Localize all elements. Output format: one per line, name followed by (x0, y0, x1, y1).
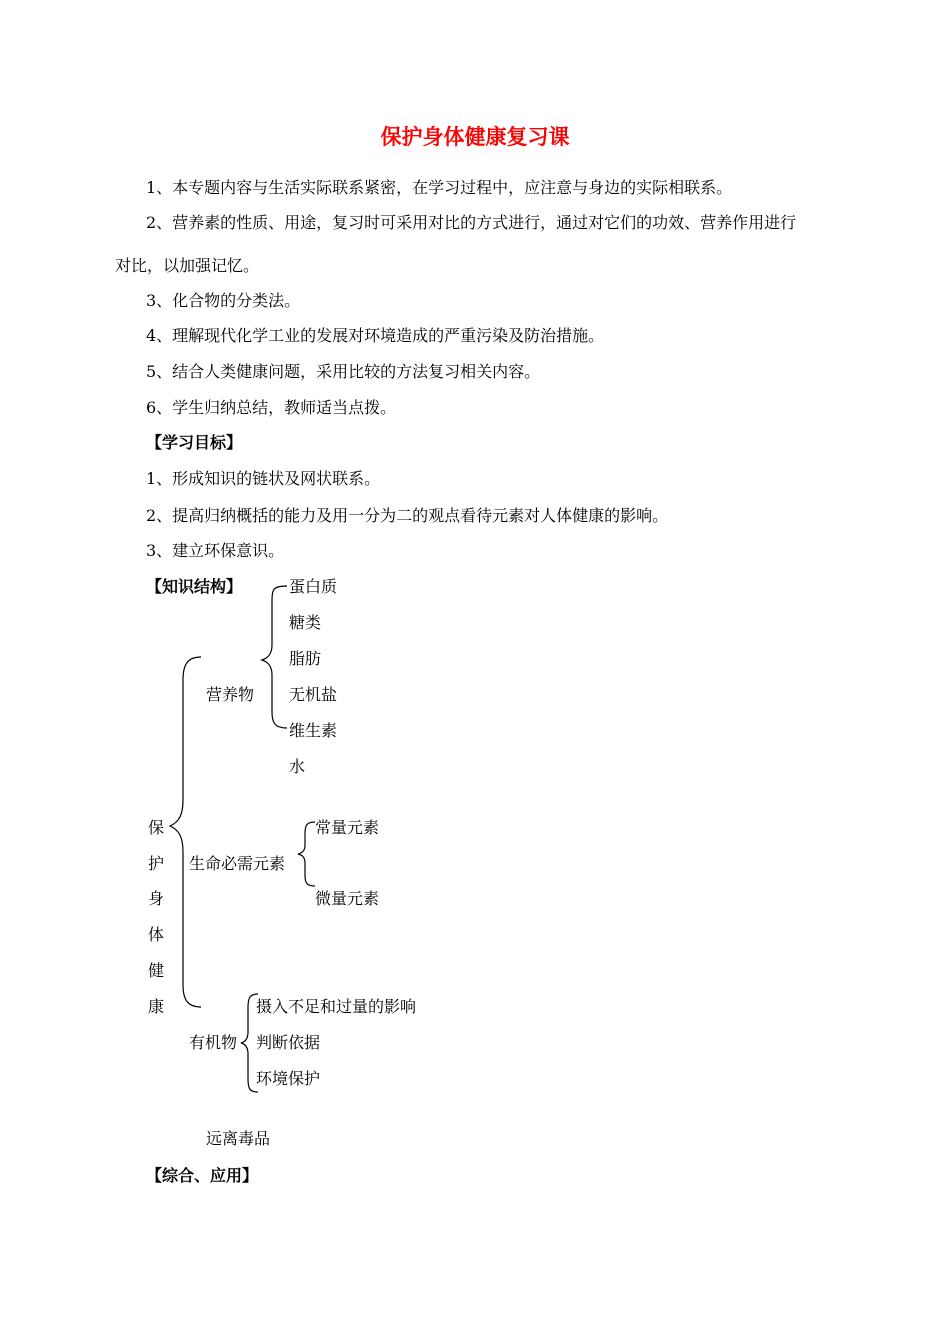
element-macro: 常量元素 (315, 818, 380, 837)
elements-brace (298, 822, 315, 886)
nutrient-protein: 蛋白质 (289, 577, 338, 596)
goals-heading: 【学习目标】 (146, 433, 243, 452)
elements-label: 生命必需元素 (189, 854, 286, 873)
intro-line-6: 6、学生归纳总结，教师适当点拨。 (146, 398, 397, 417)
nutrients-brace (262, 586, 287, 728)
nutrient-water: 水 (289, 757, 306, 776)
intro-line-2-continued: 对比，以加强记忆。 (115, 256, 260, 275)
goal-item-1: 1、形成知识的链状及网状联系。 (146, 469, 381, 488)
page-title: 保护身体健康复习课 (380, 125, 570, 149)
organic-environment: 环境保护 (256, 1069, 321, 1088)
organic-intake-effect: 摄入不足和过量的影响 (256, 997, 417, 1016)
root-char-3: 身 (148, 889, 165, 908)
intro-line-5: 5、结合人类健康问题，采用比较的方法复习相关内容。 (146, 362, 541, 381)
root-char-2: 护 (148, 854, 165, 873)
root-char-1: 保 (148, 818, 165, 837)
nutrients-label: 营养物 (206, 685, 255, 704)
drugs-item: 远离毒品 (206, 1129, 271, 1148)
intro-line-2: 2、营养素的性质、用途，复习时可采用对比的方式进行，通过对它们的功效、营养作用进行 (146, 213, 797, 232)
organics-label: 有机物 (189, 1033, 238, 1052)
organics-brace (241, 994, 258, 1092)
element-trace: 微量元素 (315, 889, 380, 908)
nutrient-fat: 脂肪 (289, 649, 322, 668)
intro-line-4: 4、理解现代化学工业的发展对环境造成的严重污染及防治措施。 (146, 326, 605, 345)
goal-item-2: 2、提高归纳概括的能力及用一分为二的观点看待元素对人体健康的影响。 (146, 506, 669, 525)
root-char-5: 健 (148, 961, 165, 980)
root-char-6: 康 (148, 997, 165, 1016)
nutrient-sugar: 糖类 (289, 613, 322, 632)
nutrient-mineral: 无机盐 (289, 685, 338, 704)
root-char-4: 体 (148, 925, 165, 944)
intro-line-1: 1、本专题内容与生活实际联系紧密，在学习过程中，应注意与身边的实际相联系。 (146, 178, 733, 197)
nutrient-vitamin: 维生素 (289, 721, 338, 740)
application-heading: 【综合、应用】 (146, 1166, 259, 1185)
structure-heading: 【知识结构】 (146, 577, 243, 596)
goal-item-3: 3、建立环保意识。 (146, 541, 285, 560)
organic-criteria: 判断依据 (256, 1033, 321, 1052)
intro-line-3: 3、化合物的分类法。 (146, 291, 301, 310)
root-brace (170, 657, 201, 1007)
